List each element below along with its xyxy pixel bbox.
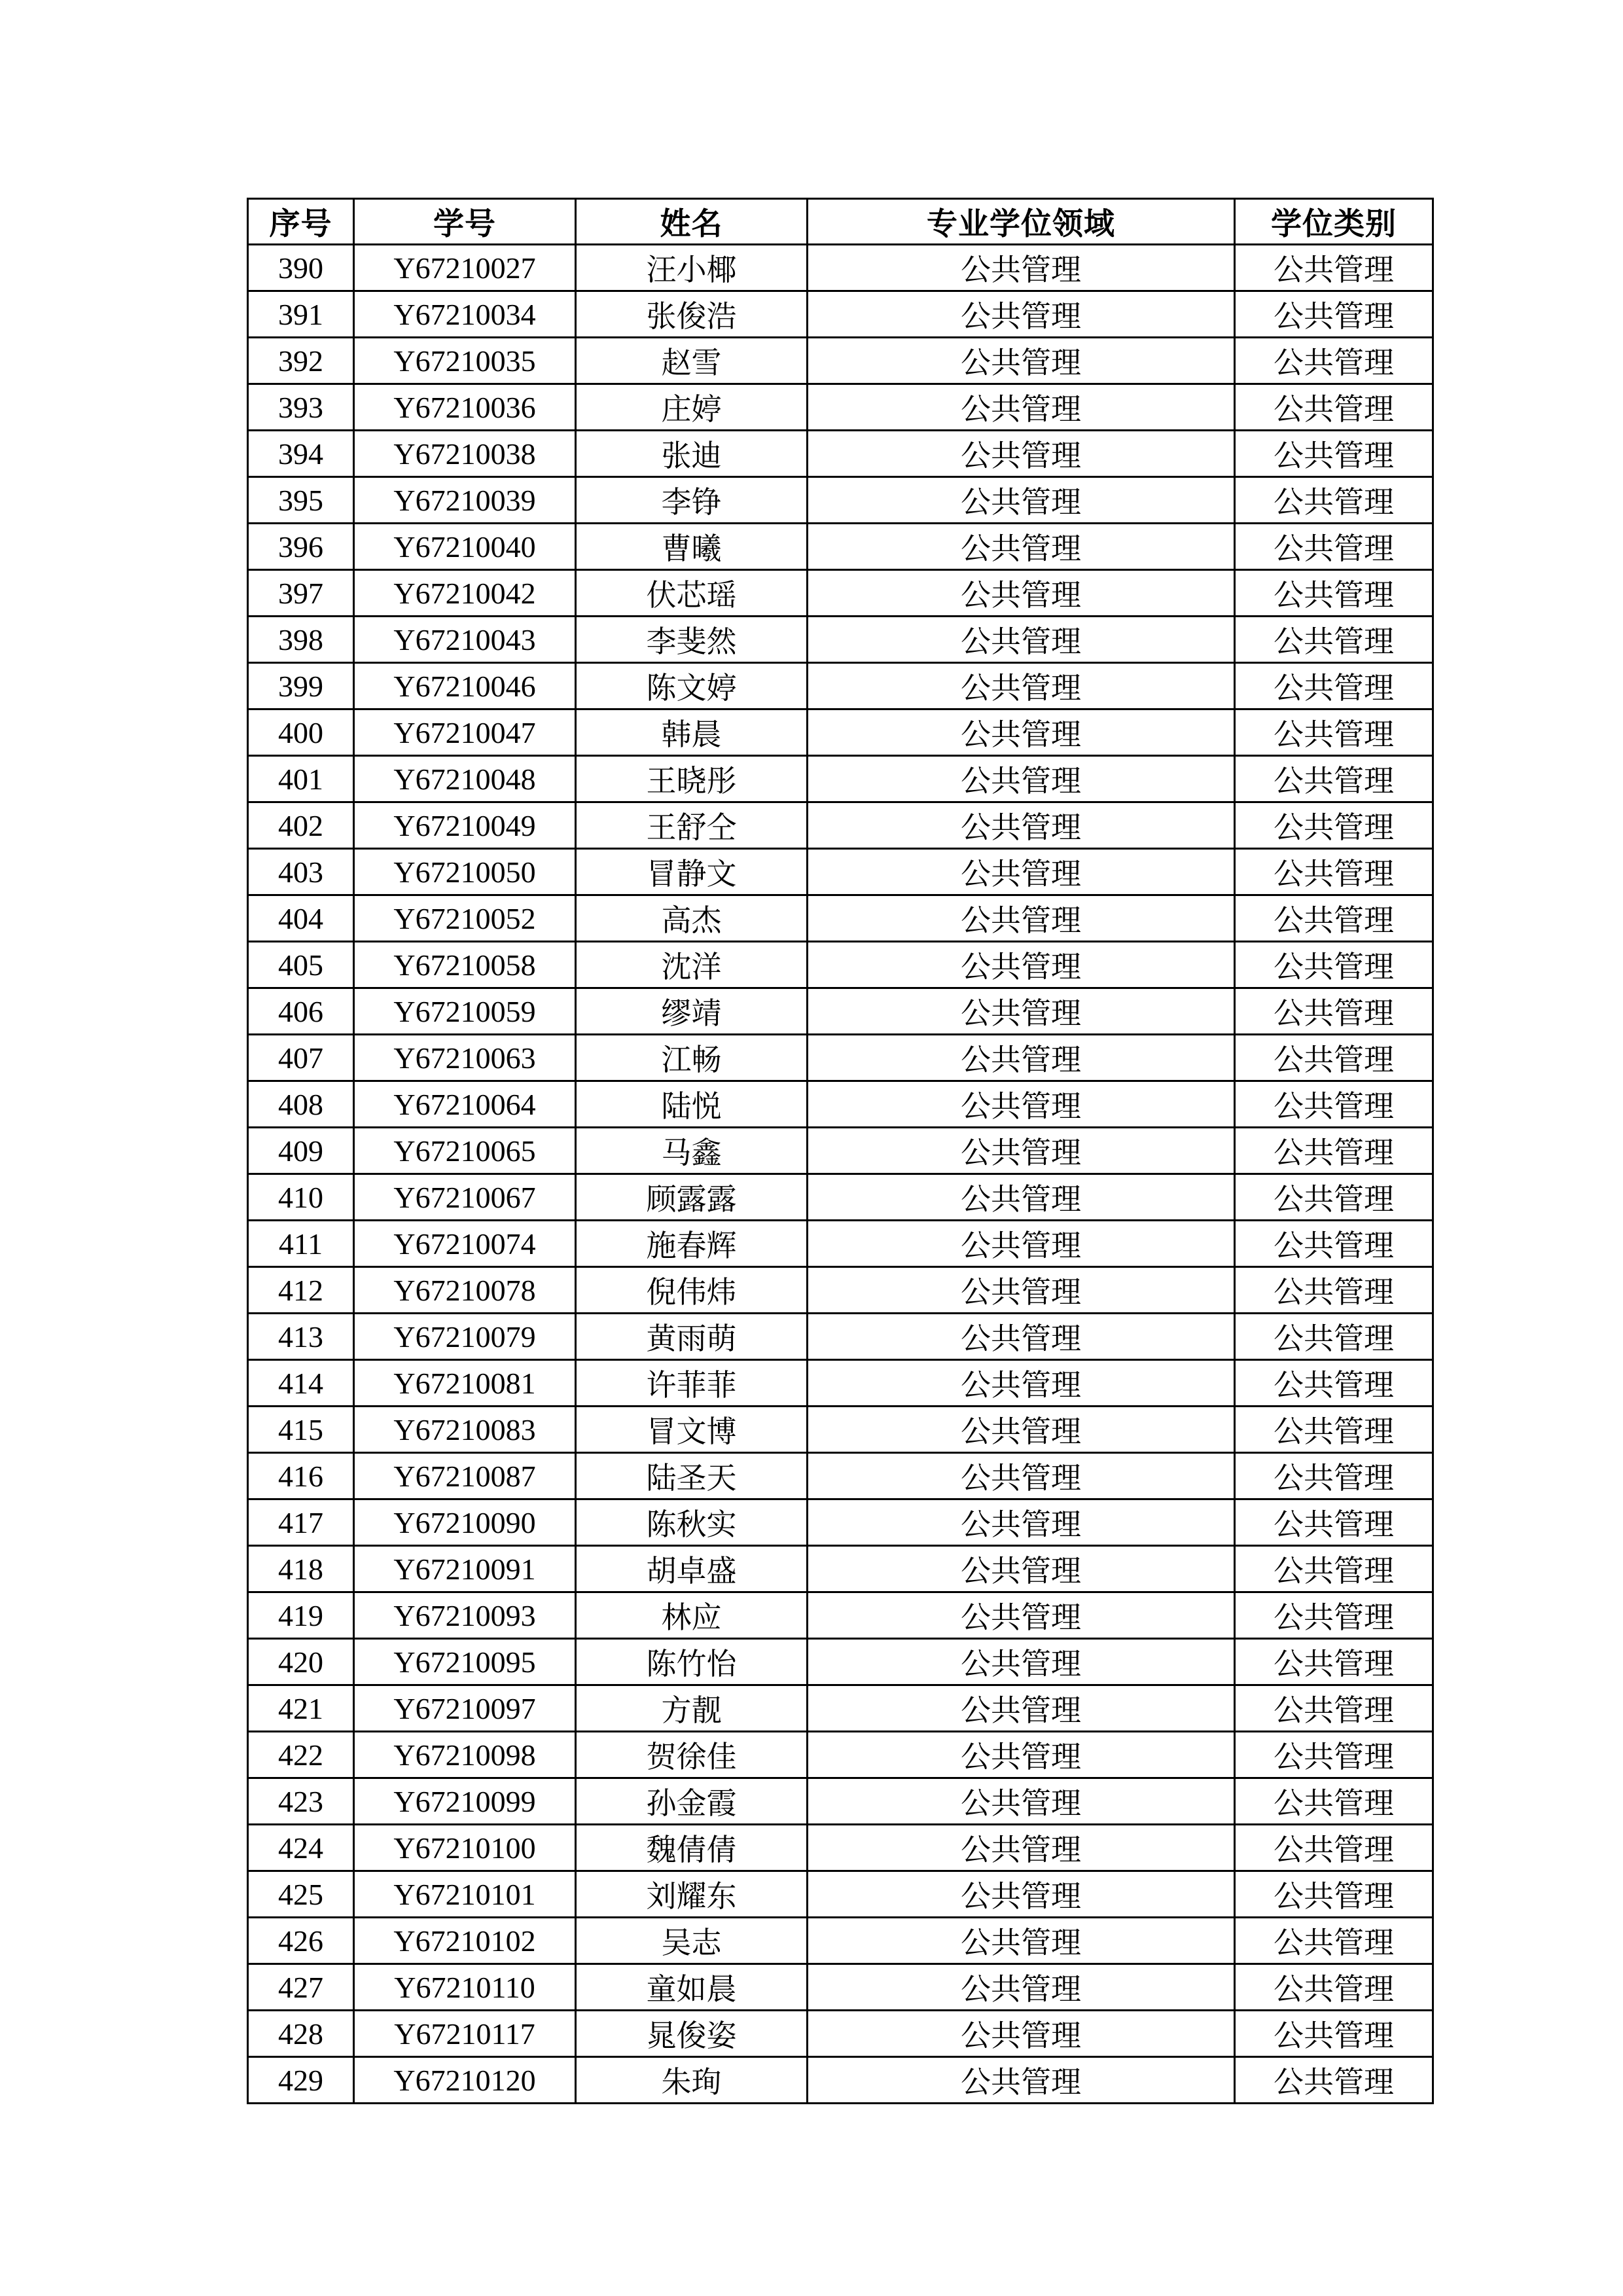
cell-degree-field: 公共管理 (808, 1221, 1235, 1267)
cell-name: 张迪 (576, 431, 808, 477)
cell-student-id: Y67210081 (354, 1360, 576, 1407)
cell-student-id: Y67210098 (354, 1732, 576, 1778)
table-row (248, 1128, 1433, 1174)
cell-index: 396 (248, 524, 354, 570)
cell-student-id: Y67210049 (354, 802, 576, 849)
cell-name: 王晓彤 (576, 756, 808, 802)
table-row (248, 1964, 1433, 2011)
table-row (248, 1639, 1433, 1685)
cell-student-id: Y67210039 (354, 477, 576, 524)
cell-degree-category: 公共管理 (1235, 570, 1433, 617)
cell-degree-category: 公共管理 (1235, 1174, 1433, 1221)
cell-index: 420 (248, 1639, 354, 1685)
cell-degree-field: 公共管理 (808, 1128, 1235, 1174)
table-row (248, 1546, 1433, 1592)
cell-name: 胡卓盛 (576, 1546, 808, 1592)
table-row (248, 384, 1433, 431)
cell-degree-category: 公共管理 (1235, 2057, 1433, 2104)
cell-student-id: Y67210120 (354, 2057, 576, 2104)
cell-degree-category: 公共管理 (1235, 1778, 1433, 1825)
cell-name: 贺徐佳 (576, 1732, 808, 1778)
cell-student-id: Y67210058 (354, 942, 576, 988)
cell-degree-category: 公共管理 (1235, 1685, 1433, 1732)
table-row (248, 1778, 1433, 1825)
cell-degree-field: 公共管理 (808, 1407, 1235, 1453)
cell-index: 390 (248, 245, 354, 291)
table-header (248, 199, 1433, 245)
cell-index: 394 (248, 431, 354, 477)
cell-degree-category: 公共管理 (1235, 1407, 1433, 1453)
cell-degree-field: 公共管理 (808, 756, 1235, 802)
cell-student-id: Y67210110 (354, 1964, 576, 2011)
cell-index: 428 (248, 2011, 354, 2057)
cell-name: 顾露露 (576, 1174, 808, 1221)
cell-index: 395 (248, 477, 354, 524)
table-row (248, 849, 1433, 895)
table-row (248, 709, 1433, 756)
cell-student-id: Y67210091 (354, 1546, 576, 1592)
cell-student-id: Y67210099 (354, 1778, 576, 1825)
cell-index: 397 (248, 570, 354, 617)
cell-degree-category: 公共管理 (1235, 1128, 1433, 1174)
cell-degree-field: 公共管理 (808, 1918, 1235, 1964)
cell-degree-field: 公共管理 (808, 2057, 1235, 2104)
table-row (248, 942, 1433, 988)
cell-index: 405 (248, 942, 354, 988)
cell-student-id: Y67210050 (354, 849, 576, 895)
cell-degree-category: 公共管理 (1235, 988, 1433, 1035)
cell-degree-field: 公共管理 (808, 849, 1235, 895)
student-roster-table (247, 198, 1434, 2104)
cell-degree-field: 公共管理 (808, 802, 1235, 849)
cell-degree-field: 公共管理 (808, 1825, 1235, 1871)
cell-index: 415 (248, 1407, 354, 1453)
cell-student-id: Y67210036 (354, 384, 576, 431)
table-row (248, 1314, 1433, 1360)
table-row (248, 1499, 1433, 1546)
cell-student-id: Y67210048 (354, 756, 576, 802)
cell-degree-field: 公共管理 (808, 1964, 1235, 2011)
table-row (248, 1035, 1433, 1081)
cell-degree-category: 公共管理 (1235, 1035, 1433, 1081)
cell-name: 吴志 (576, 1918, 808, 1964)
cell-degree-category: 公共管理 (1235, 291, 1433, 338)
cell-degree-category: 公共管理 (1235, 1267, 1433, 1314)
cell-degree-category: 公共管理 (1235, 338, 1433, 384)
col-header-degree-field: 专业学位领域 (808, 199, 1235, 245)
cell-name: 王舒仝 (576, 802, 808, 849)
cell-student-id: Y67210063 (354, 1035, 576, 1081)
cell-index: 410 (248, 1174, 354, 1221)
table-row (248, 524, 1433, 570)
cell-name: 赵雪 (576, 338, 808, 384)
cell-student-id: Y67210040 (354, 524, 576, 570)
cell-degree-field: 公共管理 (808, 942, 1235, 988)
cell-degree-category: 公共管理 (1235, 1314, 1433, 1360)
table-row (248, 1918, 1433, 1964)
table-row (248, 895, 1433, 942)
table-row (248, 338, 1433, 384)
table-row (248, 1407, 1433, 1453)
table-row (248, 802, 1433, 849)
cell-degree-category: 公共管理 (1235, 1221, 1433, 1267)
cell-name: 晁俊姿 (576, 2011, 808, 2057)
cell-index: 419 (248, 1592, 354, 1639)
cell-name: 朱珣 (576, 2057, 808, 2104)
cell-degree-category: 公共管理 (1235, 384, 1433, 431)
table-row (248, 1221, 1433, 1267)
cell-degree-category: 公共管理 (1235, 1546, 1433, 1592)
cell-degree-field: 公共管理 (808, 524, 1235, 570)
cell-degree-field: 公共管理 (808, 895, 1235, 942)
cell-name: 陈竹怡 (576, 1639, 808, 1685)
cell-degree-category: 公共管理 (1235, 1453, 1433, 1499)
cell-degree-category: 公共管理 (1235, 1964, 1433, 2011)
cell-index: 398 (248, 617, 354, 663)
cell-student-id: Y67210097 (354, 1685, 576, 1732)
table-row (248, 431, 1433, 477)
cell-name: 沈洋 (576, 942, 808, 988)
table-row (248, 756, 1433, 802)
table-row (248, 1825, 1433, 1871)
cell-name: 方靓 (576, 1685, 808, 1732)
cell-degree-field: 公共管理 (808, 1360, 1235, 1407)
table-row (248, 617, 1433, 663)
cell-degree-category: 公共管理 (1235, 895, 1433, 942)
cell-index: 421 (248, 1685, 354, 1732)
cell-name: 陈文婷 (576, 663, 808, 709)
cell-name: 高杰 (576, 895, 808, 942)
cell-name: 陈秋实 (576, 1499, 808, 1546)
table-row (248, 1871, 1433, 1918)
cell-degree-category: 公共管理 (1235, 1081, 1433, 1128)
cell-index: 408 (248, 1081, 354, 1128)
cell-student-id: Y67210034 (354, 291, 576, 338)
table-header-row (248, 199, 1433, 245)
cell-index: 418 (248, 1546, 354, 1592)
cell-degree-field: 公共管理 (808, 1592, 1235, 1639)
table-row (248, 291, 1433, 338)
table-row (248, 663, 1433, 709)
cell-degree-category: 公共管理 (1235, 802, 1433, 849)
cell-degree-category: 公共管理 (1235, 942, 1433, 988)
table-row (248, 2057, 1433, 2104)
cell-name: 伏芯瑶 (576, 570, 808, 617)
cell-degree-field: 公共管理 (808, 1685, 1235, 1732)
cell-degree-category: 公共管理 (1235, 245, 1433, 291)
cell-student-id: Y67210038 (354, 431, 576, 477)
cell-index: 425 (248, 1871, 354, 1918)
cell-index: 413 (248, 1314, 354, 1360)
cell-degree-category: 公共管理 (1235, 1825, 1433, 1871)
cell-degree-category: 公共管理 (1235, 477, 1433, 524)
cell-index: 417 (248, 1499, 354, 1546)
table-row (248, 2011, 1433, 2057)
table-row (248, 1592, 1433, 1639)
cell-degree-category: 公共管理 (1235, 1360, 1433, 1407)
cell-student-id: Y67210064 (354, 1081, 576, 1128)
cell-index: 406 (248, 988, 354, 1035)
cell-student-id: Y67210059 (354, 988, 576, 1035)
table-row (248, 570, 1433, 617)
cell-degree-category: 公共管理 (1235, 617, 1433, 663)
cell-degree-category: 公共管理 (1235, 524, 1433, 570)
cell-index: 412 (248, 1267, 354, 1314)
cell-student-id: Y67210078 (354, 1267, 576, 1314)
cell-name: 刘耀东 (576, 1871, 808, 1918)
cell-student-id: Y67210100 (354, 1825, 576, 1871)
table-row (248, 245, 1433, 291)
cell-name: 陆圣天 (576, 1453, 808, 1499)
table-row (248, 1360, 1433, 1407)
cell-student-id: Y67210065 (354, 1128, 576, 1174)
cell-name: 倪伟炜 (576, 1267, 808, 1314)
col-header-name: 姓名 (576, 199, 808, 245)
cell-student-id: Y67210090 (354, 1499, 576, 1546)
table-row (248, 1174, 1433, 1221)
cell-degree-field: 公共管理 (808, 1174, 1235, 1221)
cell-name: 李斐然 (576, 617, 808, 663)
cell-name: 汪小椰 (576, 245, 808, 291)
cell-index: 403 (248, 849, 354, 895)
cell-student-id: Y67210093 (354, 1592, 576, 1639)
table-row (248, 1453, 1433, 1499)
cell-name: 黄雨萌 (576, 1314, 808, 1360)
cell-index: 392 (248, 338, 354, 384)
cell-degree-field: 公共管理 (808, 1871, 1235, 1918)
cell-name: 冒静文 (576, 849, 808, 895)
cell-student-id: Y67210047 (354, 709, 576, 756)
cell-degree-field: 公共管理 (808, 1453, 1235, 1499)
cell-degree-category: 公共管理 (1235, 756, 1433, 802)
cell-name: 许菲菲 (576, 1360, 808, 1407)
cell-index: 401 (248, 756, 354, 802)
cell-degree-field: 公共管理 (808, 477, 1235, 524)
cell-degree-category: 公共管理 (1235, 1499, 1433, 1546)
cell-index: 407 (248, 1035, 354, 1081)
cell-index: 414 (248, 1360, 354, 1407)
cell-degree-category: 公共管理 (1235, 1918, 1433, 1964)
cell-degree-category: 公共管理 (1235, 1592, 1433, 1639)
cell-degree-field: 公共管理 (808, 1732, 1235, 1778)
cell-index: 429 (248, 2057, 354, 2104)
cell-name: 孙金霞 (576, 1778, 808, 1825)
cell-degree-field: 公共管理 (808, 245, 1235, 291)
cell-degree-category: 公共管理 (1235, 1871, 1433, 1918)
cell-name: 童如晨 (576, 1964, 808, 2011)
cell-degree-field: 公共管理 (808, 617, 1235, 663)
cell-index: 411 (248, 1221, 354, 1267)
cell-student-id: Y67210117 (354, 2011, 576, 2057)
cell-degree-field: 公共管理 (808, 1267, 1235, 1314)
cell-degree-field: 公共管理 (808, 1081, 1235, 1128)
cell-degree-field: 公共管理 (808, 709, 1235, 756)
cell-degree-field: 公共管理 (808, 2011, 1235, 2057)
cell-degree-field: 公共管理 (808, 291, 1235, 338)
cell-student-id: Y67210083 (354, 1407, 576, 1453)
cell-degree-field: 公共管理 (808, 663, 1235, 709)
cell-name: 李铮 (576, 477, 808, 524)
cell-index: 391 (248, 291, 354, 338)
cell-name: 缪靖 (576, 988, 808, 1035)
cell-student-id: Y67210102 (354, 1918, 576, 1964)
cell-name: 韩晨 (576, 709, 808, 756)
cell-student-id: Y67210074 (354, 1221, 576, 1267)
cell-degree-field: 公共管理 (808, 1035, 1235, 1081)
cell-degree-category: 公共管理 (1235, 709, 1433, 756)
col-header-index: 序号 (248, 199, 354, 245)
cell-student-id: Y67210067 (354, 1174, 576, 1221)
col-header-student-id: 学号 (354, 199, 576, 245)
cell-degree-field: 公共管理 (808, 1546, 1235, 1592)
cell-student-id: Y67210087 (354, 1453, 576, 1499)
cell-name: 陆悦 (576, 1081, 808, 1128)
cell-degree-field: 公共管理 (808, 1639, 1235, 1685)
cell-index: 399 (248, 663, 354, 709)
table-row (248, 1081, 1433, 1128)
cell-index: 423 (248, 1778, 354, 1825)
cell-student-id: Y67210043 (354, 617, 576, 663)
cell-student-id: Y67210095 (354, 1639, 576, 1685)
cell-student-id: Y67210042 (354, 570, 576, 617)
cell-index: 422 (248, 1732, 354, 1778)
cell-degree-category: 公共管理 (1235, 1639, 1433, 1685)
cell-name: 魏倩倩 (576, 1825, 808, 1871)
cell-name: 江畅 (576, 1035, 808, 1081)
cell-name: 马鑫 (576, 1128, 808, 1174)
table-row (248, 477, 1433, 524)
cell-degree-category: 公共管理 (1235, 849, 1433, 895)
cell-degree-category: 公共管理 (1235, 2011, 1433, 2057)
table-row (248, 1685, 1433, 1732)
cell-degree-field: 公共管理 (808, 431, 1235, 477)
cell-student-id: Y67210052 (354, 895, 576, 942)
cell-index: 409 (248, 1128, 354, 1174)
cell-degree-field: 公共管理 (808, 988, 1235, 1035)
cell-name: 林应 (576, 1592, 808, 1639)
cell-student-id: Y67210027 (354, 245, 576, 291)
cell-name: 施春辉 (576, 1221, 808, 1267)
cell-index: 402 (248, 802, 354, 849)
cell-degree-category: 公共管理 (1235, 431, 1433, 477)
cell-index: 427 (248, 1964, 354, 2011)
cell-student-id: Y67210101 (354, 1871, 576, 1918)
table-row (248, 1267, 1433, 1314)
cell-degree-field: 公共管理 (808, 384, 1235, 431)
cell-name: 曹曦 (576, 524, 808, 570)
cell-index: 393 (248, 384, 354, 431)
cell-index: 416 (248, 1453, 354, 1499)
cell-index: 426 (248, 1918, 354, 1964)
cell-index: 400 (248, 709, 354, 756)
cell-name: 冒文博 (576, 1407, 808, 1453)
table-row (248, 988, 1433, 1035)
cell-index: 404 (248, 895, 354, 942)
col-header-degree-category: 学位类别 (1235, 199, 1433, 245)
cell-student-id: Y67210035 (354, 338, 576, 384)
cell-degree-field: 公共管理 (808, 338, 1235, 384)
cell-index: 424 (248, 1825, 354, 1871)
cell-student-id: Y67210046 (354, 663, 576, 709)
cell-student-id: Y67210079 (354, 1314, 576, 1360)
table-body (248, 245, 1433, 2104)
cell-degree-category: 公共管理 (1235, 1732, 1433, 1778)
cell-degree-field: 公共管理 (808, 1778, 1235, 1825)
table-row (248, 1732, 1433, 1778)
cell-degree-field: 公共管理 (808, 570, 1235, 617)
cell-name: 庄婷 (576, 384, 808, 431)
cell-degree-category: 公共管理 (1235, 663, 1433, 709)
cell-degree-field: 公共管理 (808, 1314, 1235, 1360)
cell-degree-field: 公共管理 (808, 1499, 1235, 1546)
cell-name: 张俊浩 (576, 291, 808, 338)
